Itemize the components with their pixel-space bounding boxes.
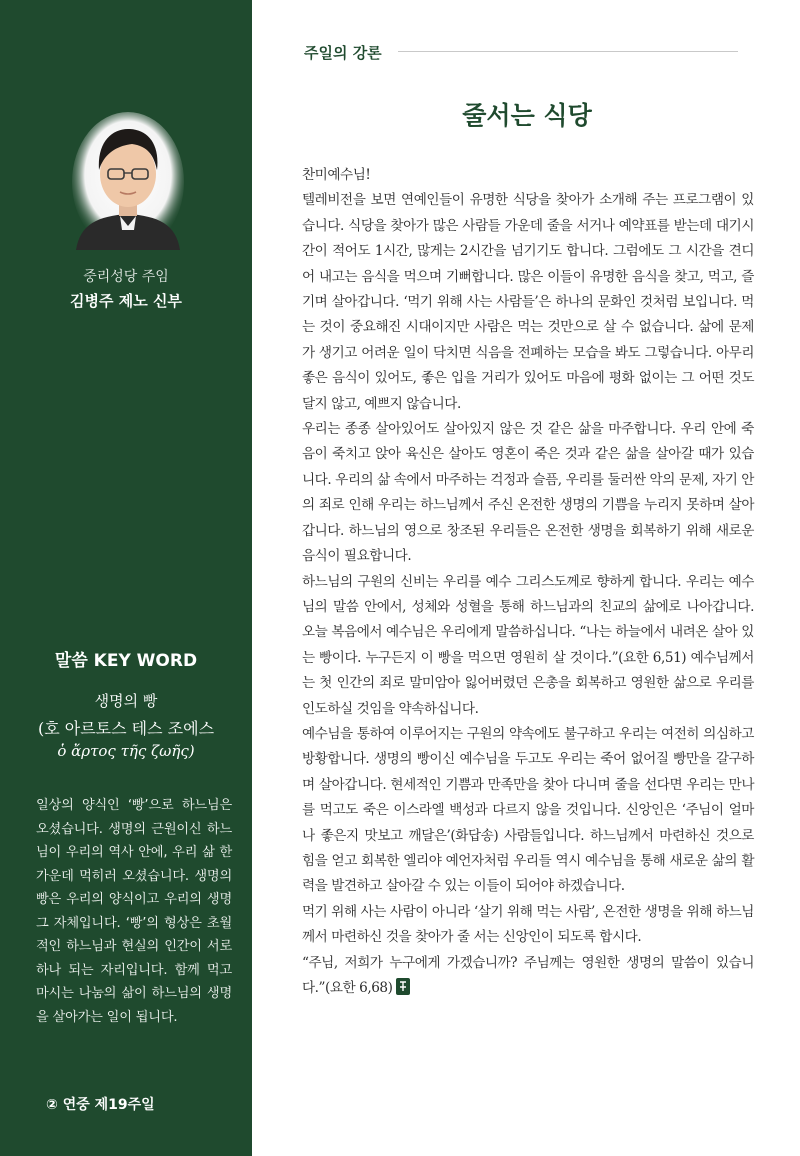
keyword-title: 말씀 KEY WORD [54, 651, 198, 671]
liturgical-sunday: ② 연중 제19주일 [46, 1097, 155, 1113]
paragraph: 찬미예수님! [302, 167, 371, 183]
keyword-transliteration: (호 아르토스 테스 조에스 [37, 719, 215, 738]
closing-paragraph [302, 951, 754, 1002]
section-label: 주일의 강론 [304, 44, 382, 62]
article-title: 줄서는 식당 [462, 101, 592, 130]
author-name: 김병주 제노 신부 [70, 292, 182, 310]
paragraph: 우리는 종종 살아있어도 살아있지 않은 것 같은 삶을 마주합니다. 우리 안에 죽음이 죽치고 앉아 육신은 살아도 영혼이 죽은 것과 같은 삶을 살아갈 때가 있습니다. 우리의 삶 속에서 마주하는 걱정과 슬픔, 우리를 둘러싼 악의 문제, 자기 안의 죄로 인해 우리는 하느님께서 주신 온전한 생명의 기쁨을 누리지 못하며 살아갑니다. 하느님의 영으로 창조된 우리들은 온전한 생명을 회복하기 위해 새로운 음식이 필요합니다. [302, 421, 754, 565]
end-mark-icon [396, 978, 410, 995]
keyword-greek: ὁ ἄρτος τῆς ζωῆς) [57, 742, 195, 760]
keyword: 생명의 빵 [94, 692, 158, 710]
sidebar [0, 0, 252, 1156]
author-role: 중리성당 주임 [83, 269, 169, 285]
closing-quote: “주님, 저희가 누구에게 가겠습니까? 주님께는 영원한 생명의 말씀이 있습니다.”(요한 6,68) [302, 954, 754, 996]
article-body [302, 163, 754, 1001]
paragraph: 먹기 위해 사는 사람이 아니라 ‘살기 위해 먹는 사람’, 온전한 생명을 위해 하느님께서 마련하신 것을 찾아가 줄 서는 신앙인이 되도록 합시다. [302, 903, 754, 946]
section-divider [398, 51, 738, 52]
paragraph: 하느님의 구원의 신비는 우리를 예수 그리스도께로 향하게 합니다. 우리는 예수님의 말씀 안에서, 성체와 성혈을 통해 하느님과의 친교의 삶에로 나아갑니다. 오늘 복음에서 예수님은 우리에게 말씀하십니다. “나는 하늘에서 내려온 살아 있는 빵이다. 누구든지 이 빵을 먹으면 영원히 살 것이다.”(요한 6,51) 예수님께서는 첫 인간의 죄로 말미암아 잃어버렸던 은총을 회복하고 영원한 삶으로 우리를 인도하실 것임을 약속하십니다. [302, 573, 754, 717]
keyword-description: 일상의 양식인 ‘빵’으로 하느님은 오셨습니다. 생명의 근원이신 하느님이 우리의 역사 안에, 우리 삶 한가운데 먹히러 오셨습니다. 생명의 빵은 우리의 양식이고 우리의 생명 그 자체입니다. ‘빵’의 형상은 초월적인 하느님과 현실의 인간이 서로 하나 되는 자리입니다. 함께 먹고 마시는 나눔의 삶이 하느님의 생명을 살아가는 일이 됩니다. [36, 798, 232, 1025]
paragraph: 예수님을 통하여 이루어지는 구원의 약속에도 불구하고 우리는 여전히 의심하고 방황합니다. 생명의 빵이신 예수님을 두고도 우리는 죽어 없어질 빵만을 갈구하며 살아갑니다. 현세적인 기쁨과 만족만을 찾아 다니며 줄을 선다면 우리는 만나를 먹고도 죽은 이스라엘 백성과 다르지 않을 것입니다. 신앙인은 ‘주님이 얼마나 좋은지 맛보고 깨달은’(화답송) 사람들입니다. 하느님께서 마련하신 것으로 힘을 얻고 회복한 엘리야 예언자처럼 우리들 역시 예수님을 통해 새로운 삶의 활력을 발견하고 살아갈 수 있는 이들이 되어야 하겠습니다. [302, 725, 754, 895]
paragraph: 텔레비전을 보면 연예인들이 유명한 식당을 찾아가 소개해 주는 프로그램이 있습니다. 식당을 찾아가 많은 사람들 가운데 줄을 서거나 예약표를 받는데 대기시간이 적어도 1시간, 많게는 2시간을 넘기기도 합니다. 그럼에도 그 시간을 견디어 내고는 음식을 먹으며 기뻐합니다. 많은 이들이 유명한 음식을 찾고, 먹고, 즐기며 살아갑니다. ‘먹기 위해 사는 사람들’은 하나의 문화인 것처럼 보입니다. 먹는 것이 중요해진 시대이지만 사람은 먹는 것만으로 살 수 없습니다. 삶에 문제가 생기고 어려운 일이 닥치면 식음을 전폐하는 모습을 봐도 그렇습니다. 아무리 좋은 음식이 있어도, 좋은 입을 거리가 있어도 마음에 평화 없이는 그 어떤 것도 달지 않고, 예쁘지 않습니다. [302, 192, 754, 412]
author-photo [72, 112, 184, 250]
